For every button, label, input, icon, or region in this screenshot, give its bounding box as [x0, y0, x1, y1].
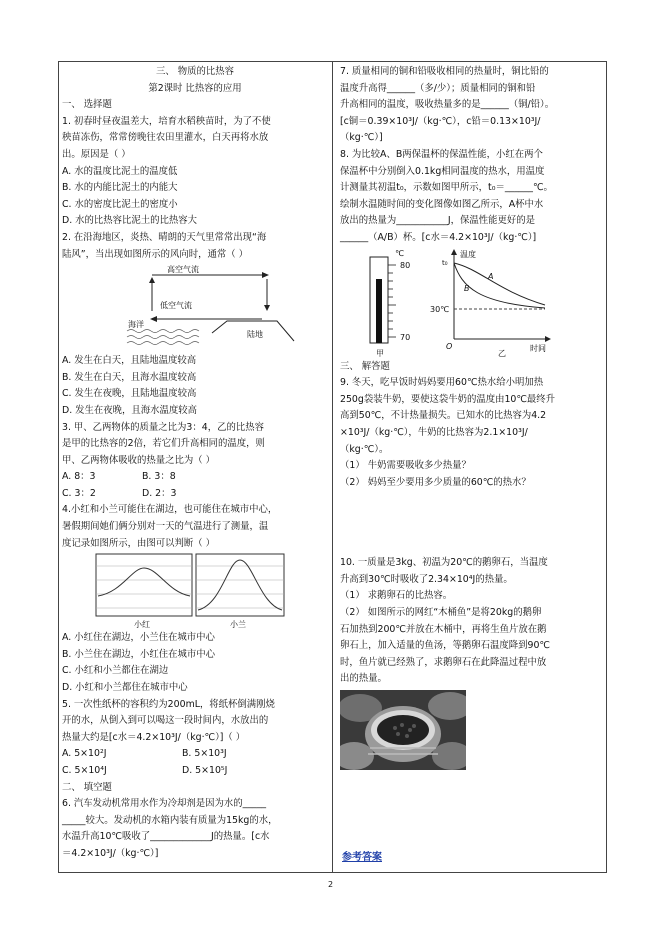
q8-line: 计测量其初温t₀，示数如图甲所示，t₀＝______℃。 [340, 182, 553, 194]
q2-option: B. 发生在白天，且海水温度较高 [62, 371, 197, 383]
q10-subquestion: 时，鱼片就已经熟了，求鹅卵石在此降温过程中放 [340, 656, 547, 668]
curve-a: A [488, 271, 494, 281]
q10-line: 升高到30℃时吸收了2.34×10⁴J的热量。 [340, 573, 513, 585]
q4-line: 暑假期间她们俩分别对一天的气温进行了测量，温 [62, 521, 269, 533]
q10-line: 10. 一质量是3kg、初温为20℃的鹅卵石，当温度 [340, 557, 548, 569]
q6-line: ＝4.2×10³J/（kg·℃）] [62, 847, 159, 859]
q6-line: 水温升高10℃吸收了_____________J的热量。[c水 [62, 831, 270, 843]
q6-line: 6. 汽车发动机常用水作为冷却剂是因为水的_____ [62, 798, 267, 810]
fig-jia-label: 甲 [376, 348, 384, 358]
fig-yi-label: 乙 [498, 348, 506, 358]
sea-land-breeze-figure [62, 263, 328, 353]
q9-line: 9. 冬天，吃早饭时妈妈要用60℃热水给小明加热 [340, 377, 544, 389]
column-divider [332, 61, 333, 873]
q9-subquestion: （2） 妈妈至少要用多少质量的60℃的热水？ [340, 476, 531, 488]
right-column [340, 64, 602, 774]
tick-70: 70 [400, 332, 411, 342]
q3-line: 甲、乙两物体吸收的热量之比为（ ） [62, 454, 215, 466]
xiaohong-label: 小红 [134, 620, 150, 630]
q4-option: D. 小红和小兰都住在城市中心 [62, 682, 188, 694]
q1-line: 1. 初春时昼夜温差大，培育水稻秧苗时，为了不使 [62, 115, 271, 127]
celsius-unit: ℃ [395, 248, 404, 258]
q1-line: 秧苗冻伤，常常傍晚往农田里灌水，白天再将水放 [62, 132, 269, 144]
q8-line: 保温杯中分别倒入0.1kg相同温度的热水，用温度 [340, 165, 545, 177]
q4-line: 4.小红和小兰可能住在湖边，也可能住在城市中心， [62, 504, 278, 516]
q8-line: 放出的热量为___________J，保温性能更好的是 [340, 215, 535, 227]
q3-option: B. 3：8 [142, 471, 176, 483]
q2-option: D. 发生在夜晚，且海水温度较高 [62, 404, 198, 416]
q3-option: D. 2：3 [142, 487, 177, 499]
q4-option: A. 小红住在湖边，小兰住在城市中心 [62, 632, 215, 644]
wooden-bucket-fish-photo [340, 690, 602, 774]
q5-option-row [62, 763, 328, 780]
axis-time: 时间 [530, 343, 546, 353]
q3-option: A. 8：3 [62, 471, 96, 483]
q3-line: 是甲的比热容的2倍，若它们升高相同的温度，则 [62, 438, 265, 450]
tick-80: 80 [400, 260, 411, 270]
origin-o: O [446, 341, 453, 351]
q7-line: 温度升高得______（多/少）；质量相同的铜和铅 [340, 82, 536, 94]
lesson-subtitle: 第2课时 比热容的应用 [148, 82, 242, 94]
thermos-figure [340, 247, 602, 359]
q2-line: 2. 在沿海地区，炎热、晴朗的天气里常常出现“海 [62, 231, 267, 243]
xiaolan-label: 小兰 [230, 620, 246, 630]
q1-option: D. 水的比热容比泥土的比热容大 [62, 215, 198, 227]
section-answer-heading: 三、 解答题 [340, 360, 390, 372]
q1-option: C. 水的密度比泥土的密度小 [62, 198, 178, 210]
q5-option: A. 5×10²J [62, 748, 107, 760]
section-fill-heading: 二、 填空题 [62, 781, 112, 793]
temperature-record-figure [62, 552, 328, 630]
answer-link[interactable]: 参考答案 [342, 852, 382, 863]
q5-option-row [62, 746, 328, 763]
land-label: 陆地 [247, 330, 263, 340]
q3-line: 3. 甲、乙两物体的质量之比为3：4，乙的比热容 [62, 421, 264, 433]
chapter-title: 三、 物质的比热容 [156, 66, 234, 77]
q10-subquestion: （2） 如图所示的网红“木桶鱼”是将20kg的鹅卵 [340, 607, 542, 619]
q9-line: ×10³J/（kg·℃），牛奶的比热容为2.1×10³J/ [340, 426, 528, 438]
q8-line: 绘制水温随时间的变化图像如图乙所示，A杯中水 [340, 198, 544, 210]
q4-option: B. 小兰住在湖边，小红住在城市中心 [62, 648, 216, 660]
line-30c: 30℃ [430, 304, 450, 314]
answer-space [340, 491, 602, 555]
q9-line: 250g袋装牛奶，要使这袋牛奶的温度由10℃最终升 [340, 393, 556, 405]
q3-option: C. 3：2 [62, 487, 96, 499]
q3-option-row [62, 469, 328, 486]
q5-option: C. 5×10⁴J [62, 765, 107, 776]
q5-line: 热量大约是[c水＝4.2×10³J/（kg·℃）]（ ） [62, 731, 246, 743]
q7-line: 7. 质量相同的铜和铅吸收相同的热量时，铜比铅的 [340, 66, 549, 77]
q4-line: 度记录如图所示，由图可以判断（ ） [62, 537, 215, 549]
q9-line: 高到50℃，不计热量损失。已知水的比热容为4.2 [340, 410, 547, 422]
q7-line: （kg·℃）] [340, 132, 383, 144]
q7-line: [c铜＝0.39×10³J/（kg·℃），c铅＝0.13×10³J/ [340, 115, 541, 127]
page-number: 2 [327, 880, 334, 889]
q5-line: 5. 一次性纸杯的容积约为200mL，将纸杯倒满刚烧 [62, 698, 275, 710]
q1-option: A. 水的温度比泥土的温度低 [62, 165, 178, 177]
q6-line: _____较大。发动机的水箱内装有质量为15kg的水， [62, 814, 278, 826]
q10-subquestion: 石加热到200℃并放在木桶中，再将生鱼片放在鹅 [340, 623, 547, 635]
q2-line: 陆风”，当出现如图所示的风向时，通常（ ） [62, 248, 248, 260]
q1-option: B. 水的内能比泥土的内能大 [62, 182, 178, 194]
axis-wendu: 温度 [460, 249, 476, 259]
q5-option: B. 5×10³J [182, 748, 227, 760]
q5-line: 开的水，从倒入到可以喝这一段时间内，水放出的 [62, 715, 269, 727]
high-air-label: 高空气流 [167, 265, 199, 275]
q1-line: 出。原因是（ ） [62, 148, 131, 160]
q2-option: A. 发生在白天，且陆地温度较高 [62, 355, 197, 367]
q8-line: 8. 为比较A、B两保温杯的保温性能，小红在两个 [340, 148, 543, 160]
q10-subquestion: 出的热量。 [340, 673, 387, 685]
q7-line: 升高相同的温度，吸收热量多的是______（铜/铅）。 [340, 99, 555, 111]
sea-label: 海洋 [128, 320, 144, 330]
low-air-label: 低空气流 [160, 301, 192, 311]
q9-line: （kg·℃）。 [340, 443, 389, 455]
q2-option: C. 发生在夜晚，且陆地温度较高 [62, 388, 197, 400]
q10-subquestion: 卵石上，加入适量的鱼汤，等鹅卵石温度降到90℃ [340, 640, 550, 652]
q8-line: ______（A/B）杯。[c水＝4.2×10³J/（kg·℃）] [340, 231, 537, 243]
section-choice-heading: 一、 选择题 [62, 99, 112, 111]
q10-subquestion: （1） 求鹅卵石的比热容。 [340, 590, 453, 602]
q9-subquestion: （1） 牛奶需要吸收多少热量？ [340, 460, 471, 472]
q4-option: C. 小红和小兰都住在湖边 [62, 665, 169, 677]
left-column [62, 64, 328, 863]
curve-b: B [464, 283, 470, 293]
q3-option-row [62, 486, 328, 503]
axis-t0: t₀ [442, 258, 448, 267]
q5-option: D. 5×10⁵J [182, 765, 228, 776]
